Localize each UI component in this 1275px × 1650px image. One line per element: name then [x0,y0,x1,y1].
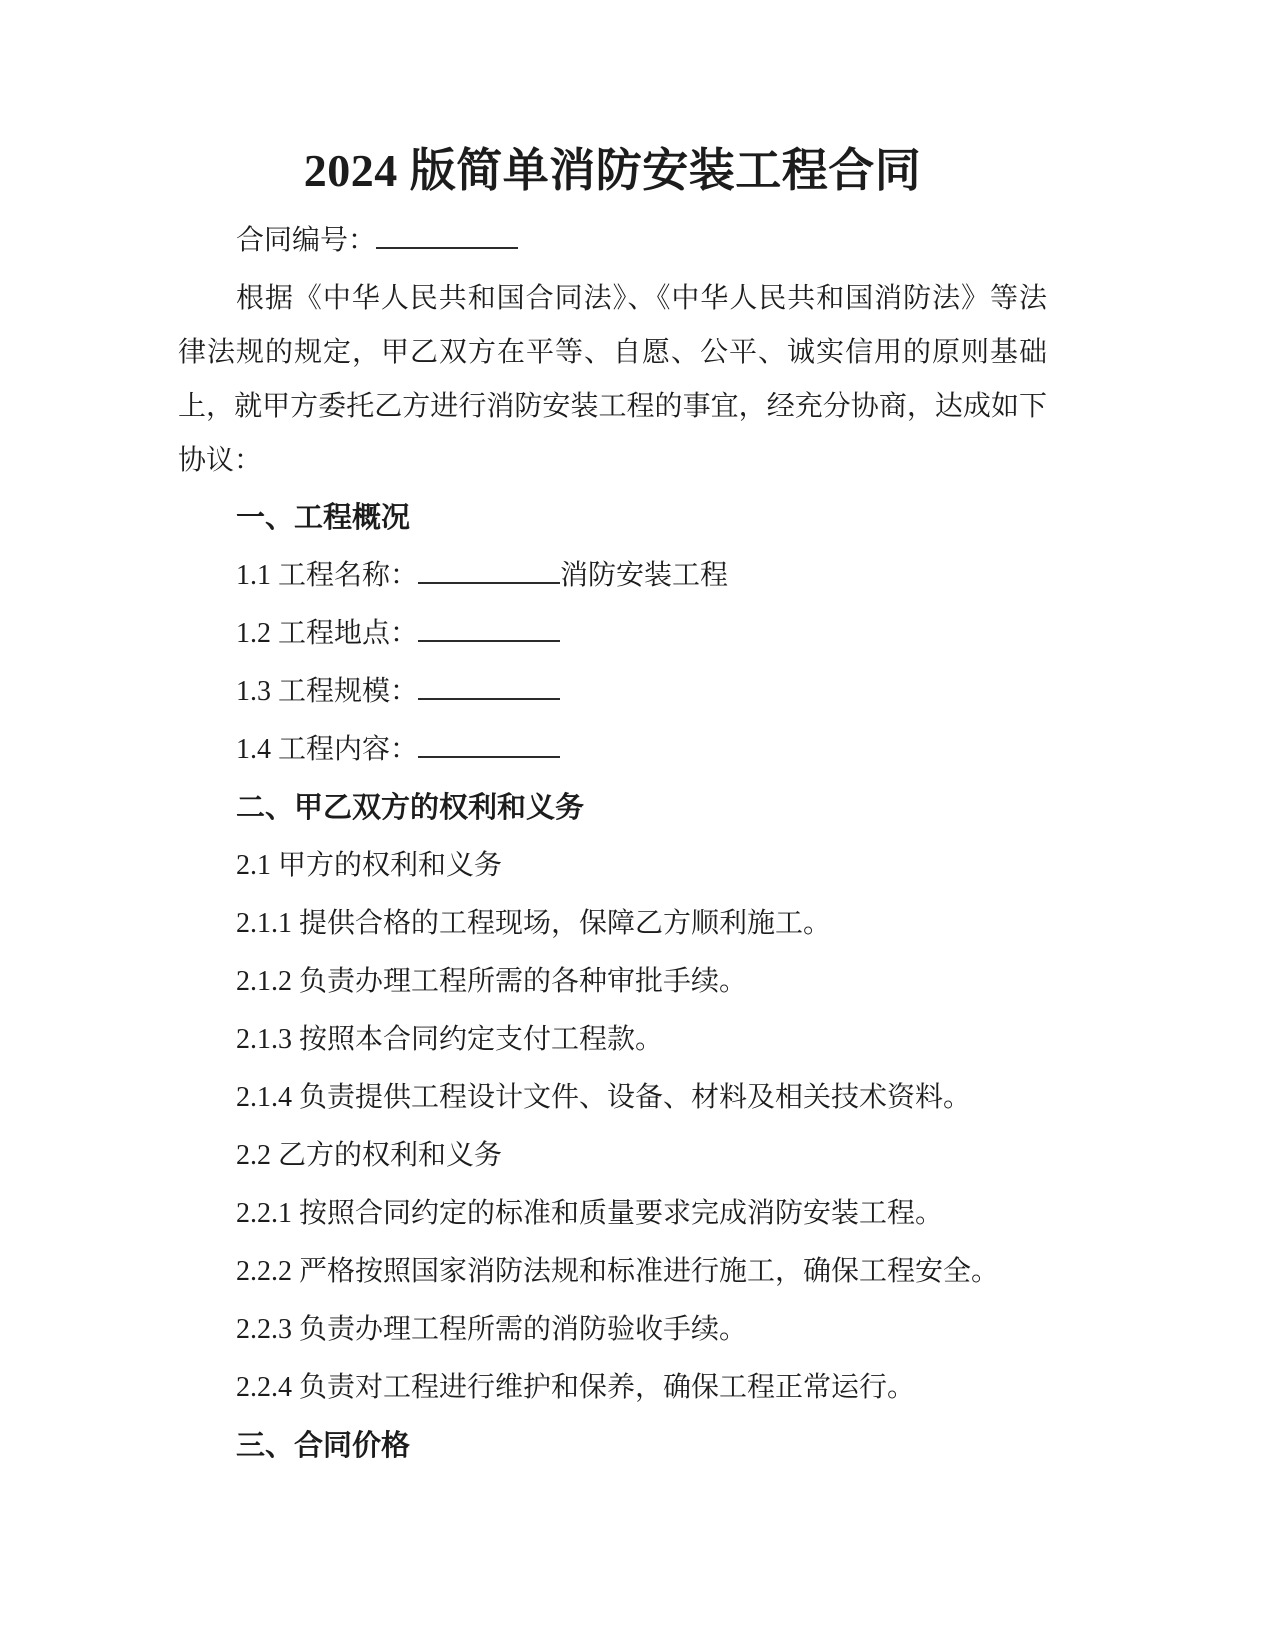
field-project-location-label: 1.2 工程地点： [236,618,419,649]
field-project-content [178,723,1047,777]
field-project-scale-label: 1.3 工程规模： [236,676,419,707]
clause-2-1-3: 2.1.3 按照本合同约定支付工程款。 [236,1024,664,1055]
field-project-name-suffix: 消防安装工程 [560,560,729,591]
clause-2-1: 2.1 甲方的权利和义务 [236,850,503,881]
clause-2-1-4: 2.1.4 负责提供工程设计文件、设备、材料及相关技术资料。 [236,1082,972,1113]
clause-2-2-2: 2.2.2 严格按照国家消防法规和标准进行施工，确保工程安全。 [236,1256,1000,1287]
preamble-paragraph: 根据《中华人民共和国合同法》、《中华人民共和国消防法》等法律法规的规定，甲乙双方在平等、自愿、公平、诚实信用的原则基础上，就甲方委托乙方进行消防安装工程的事宜，经充分协商，达成如下协议： [178,283,1047,476]
field-project-content-label: 1.4 工程内容： [236,734,419,765]
contract-number-label: 合同编号： [236,225,377,256]
contract-number-blank-line [376,241,518,249]
clause-2-1-2: 2.1.2 负责办理工程所需的各种审批手续。 [236,966,748,997]
clause-2-2: 2.2 乙方的权利和义务 [236,1140,503,1171]
field-project-scale-blank-line [418,692,560,700]
field-project-content-blank-line [418,750,560,758]
clause-2-2-4: 2.2.4 负责对工程进行维护和保养，确保工程正常运行。 [236,1372,916,1403]
clause-2-2-3: 2.2.3 负责办理工程所需的消防验收手续。 [236,1314,748,1345]
section-1-heading: 一、工程概况 [236,502,411,534]
clause-2-2-1: 2.2.1 按照合同约定的标准和质量要求完成消防安装工程。 [236,1198,944,1229]
field-project-name-label: 1.1 工程名称： [236,560,419,591]
field-project-scale [178,665,1047,719]
clause-2-1-1: 2.1.1 提供合格的工程现场，保障乙方顺利施工。 [236,908,832,939]
document-title: 2024 版简单消防安装工程合同 [303,145,922,196]
section-3-heading: 三、合同价格 [236,1430,411,1462]
section-2-heading: 二、甲乙双方的权利和义务 [236,792,585,824]
field-project-name-blank-line [418,576,560,584]
field-project-location-blank-line [418,634,560,642]
contract-number-line [178,214,1047,268]
field-project-name [178,549,1047,603]
field-project-location [178,607,1047,661]
